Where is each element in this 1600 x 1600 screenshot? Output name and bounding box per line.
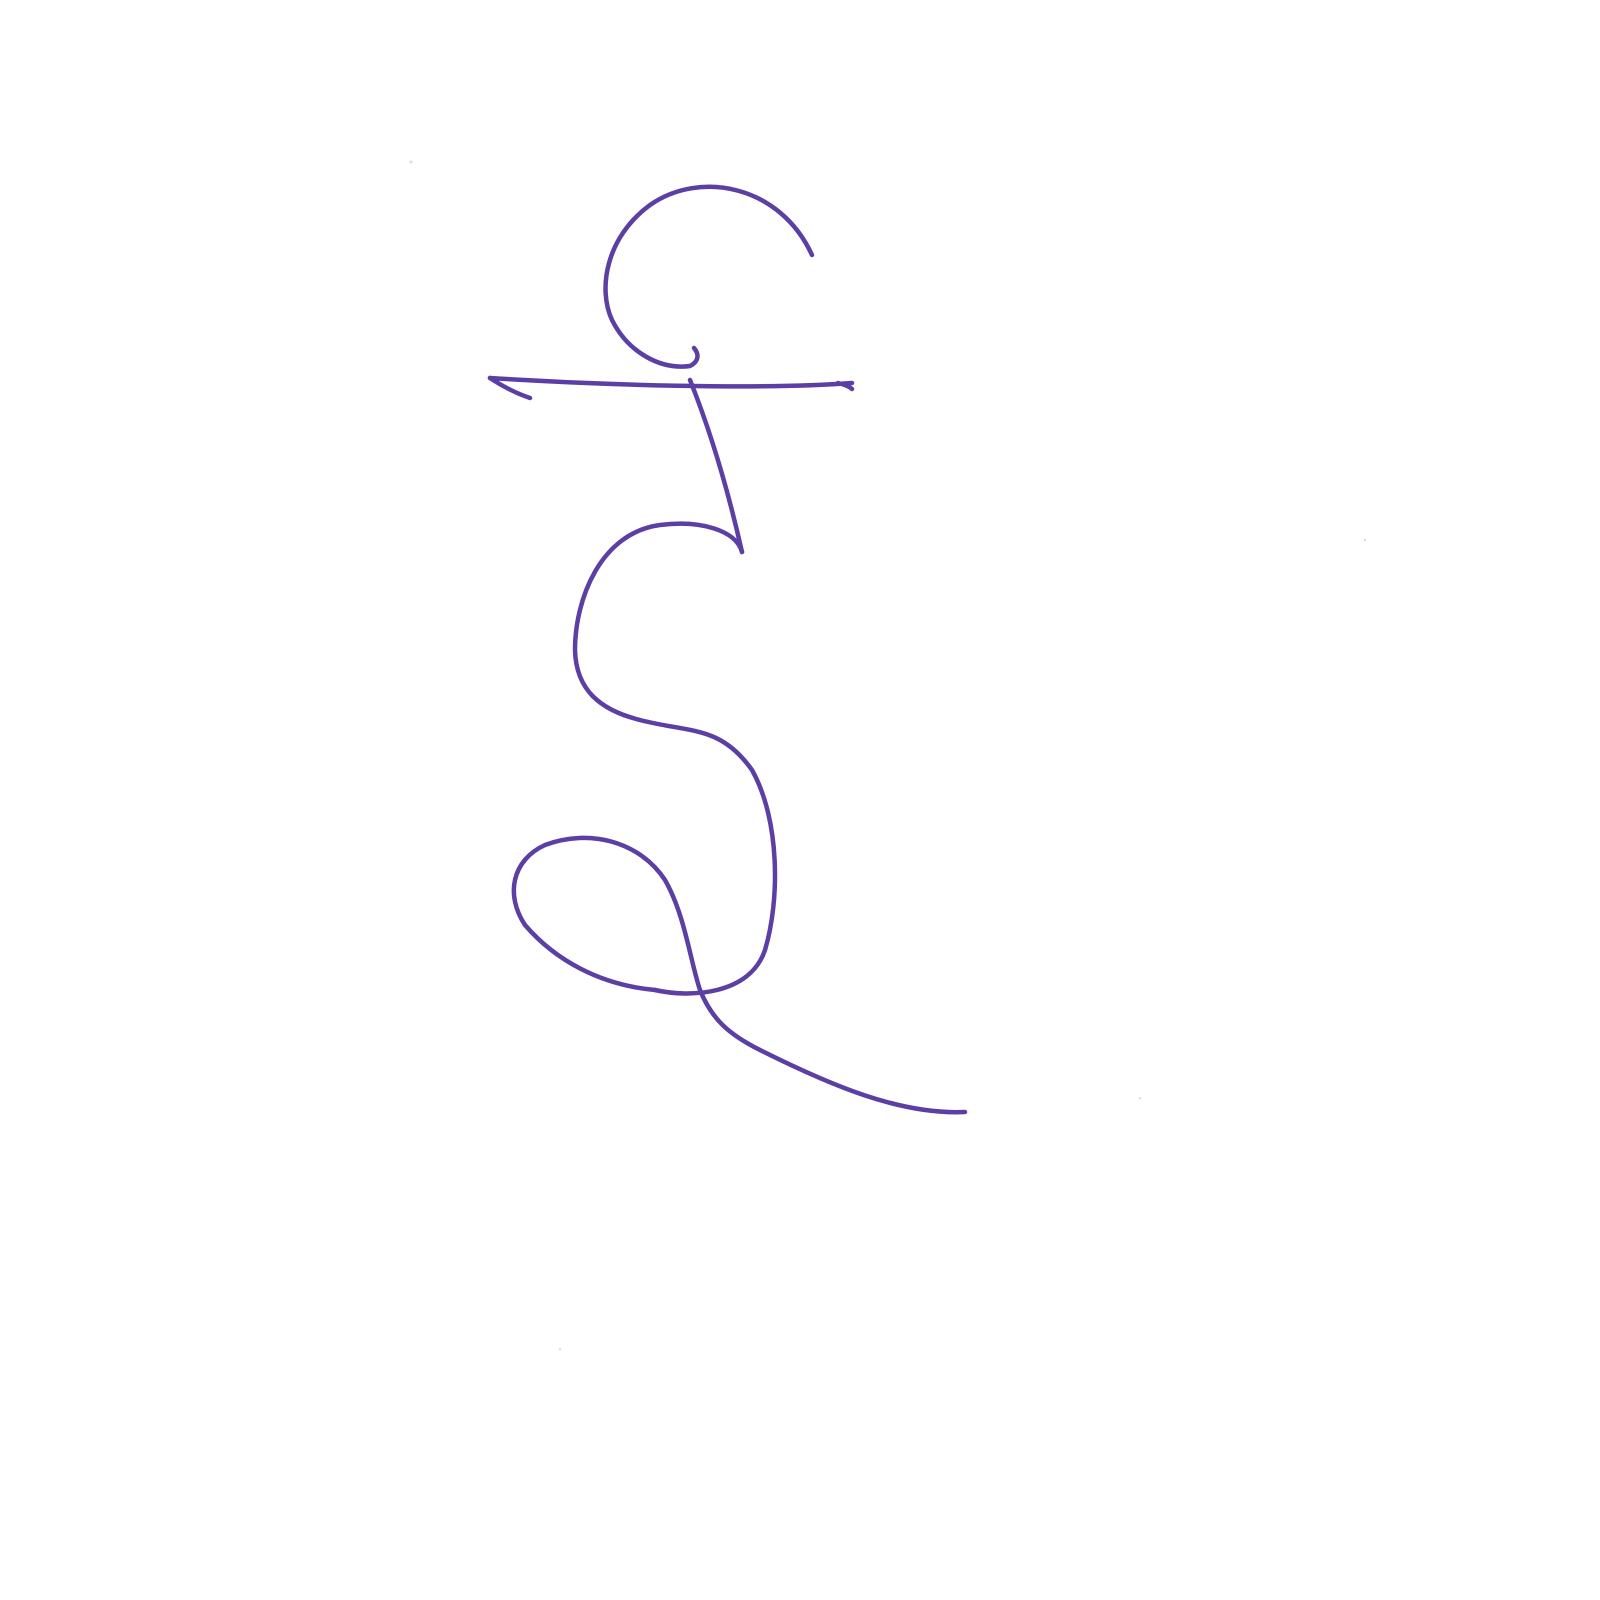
tail-stroke: [760, 1050, 965, 1112]
paper-speck: [1364, 539, 1366, 541]
middle-s-curve-stroke: [575, 524, 775, 994]
paper-speck: [559, 1348, 561, 1350]
paper-speck: [1139, 1097, 1141, 1099]
horizontal-bar-stroke: [490, 378, 852, 386]
bottom-loop-stroke: [514, 838, 760, 1050]
top-hook-stroke: [606, 187, 812, 367]
paper-speck: [410, 161, 413, 164]
